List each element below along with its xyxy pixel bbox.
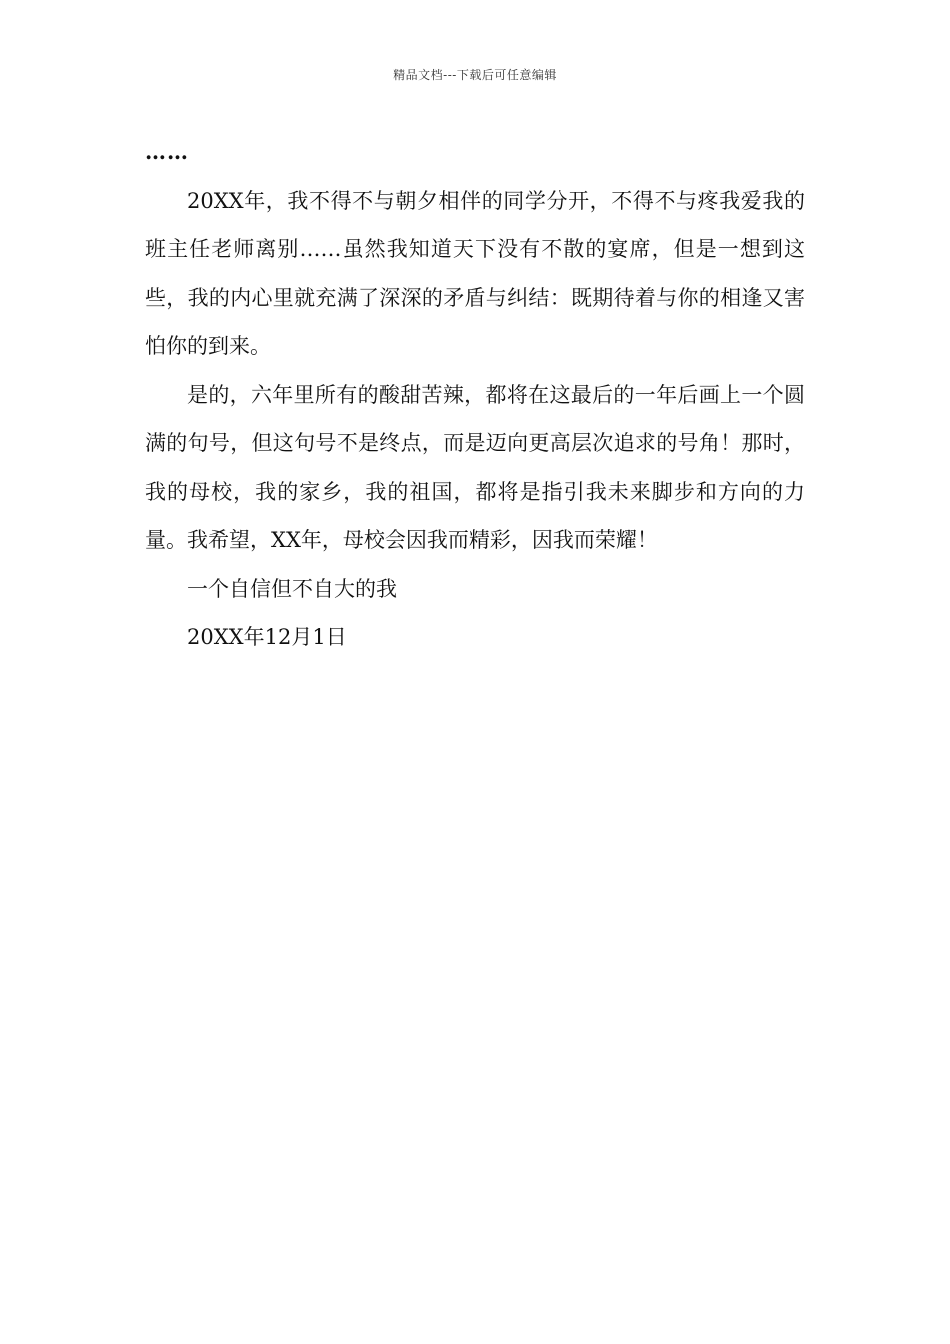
page-header: 精品文档---下载后可任意编辑 <box>393 68 557 82</box>
paragraph-2: 是的，六年里所有的酸甜苦辣，都将在这最后的一年后画上一个圆满的句号，但这句号不是终点，而是迈向更高层次追求的号角！那时，我的母校，我的家乡，我的祖国，都将是指引我未来脚步和方向的力量。我希望，XX年，母校会因我而精彩，因我而荣耀！ <box>145 382 805 552</box>
paragraph-1: 20XX年，我不得不与朝夕相伴的同学分开，不得不与疼我爱我的班主任老师离别……虽然我知道天下没有不散的宴席，但是一想到这些，我的内心里就充满了深深的矛盾与纠结：既期待着与你的相逢又害怕你的到来。 <box>145 188 805 358</box>
document-body <box>145 128 805 662</box>
signature: 一个自信但不自大的我 <box>187 576 397 601</box>
leading-ellipsis: …… <box>145 139 189 164</box>
date: 20XX年12月1日 <box>187 625 347 649</box>
